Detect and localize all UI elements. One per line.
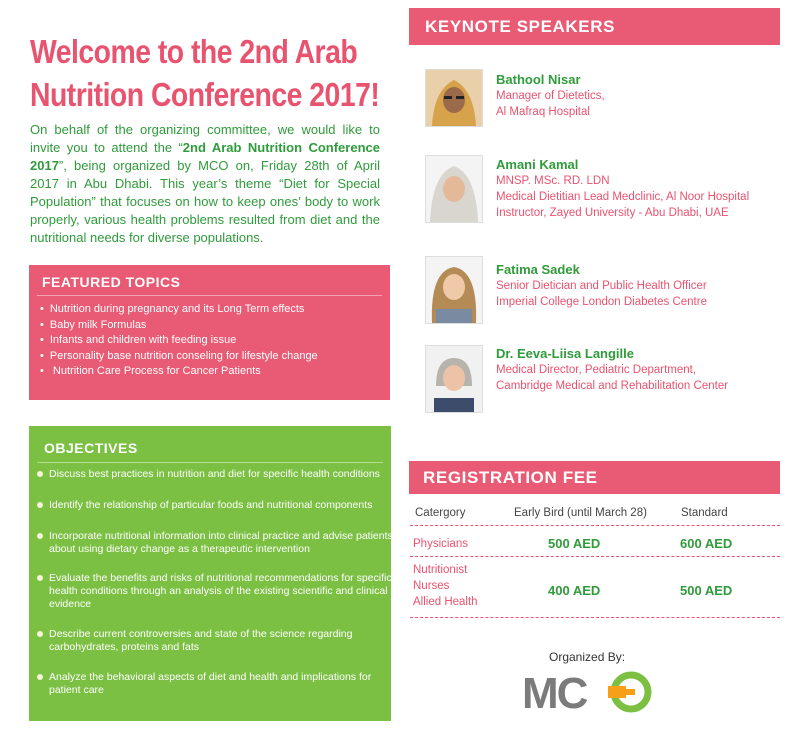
speaker-title: Medical Director, Pediatric Department,: [496, 364, 697, 376]
topic-item: • Baby milk Formulas: [40, 318, 318, 334]
speaker-title: Senior Dietician and Public Health Officer: [496, 280, 707, 292]
table-divider: [410, 556, 780, 557]
page-title: Welcome to the 2nd Arab Nutrition Conference 2017!: [30, 33, 380, 113]
category-cell: Nutritionist: [413, 564, 468, 576]
speaker-photo: [425, 69, 483, 127]
speaker-title: Al Mafraq Hospital: [496, 106, 590, 118]
table-divider: [410, 525, 780, 526]
registration-fee-header: REGISTRATION FEE: [409, 461, 780, 494]
speaker-photo: [425, 155, 483, 223]
avatar: [426, 346, 482, 412]
standard-price: 600 AED: [680, 536, 733, 551]
avatar: [426, 70, 482, 126]
objectives-header: OBJECTIVES: [44, 440, 138, 456]
intro-paragraph: [30, 121, 380, 247]
objectives-divider: [37, 462, 383, 463]
speaker-title: MNSP. MSc. RD. LDN: [496, 175, 610, 187]
intro-text-1: On behalf of the organizing committee, we would like to invite you to attend the “: [30, 122, 380, 155]
keynote-speakers-header: KEYNOTE SPEAKERS: [409, 8, 780, 45]
speaker-title: Instructor, Zayed University - Abu Dhabi, UAE: [496, 207, 729, 219]
featured-topics-panel: [29, 265, 390, 400]
bullet-icon: [37, 575, 43, 581]
column-header-standard: Standard: [681, 507, 728, 519]
column-header-early-bird: Early Bird (until March 28): [514, 507, 647, 519]
speaker-title: Medical Dietitian Lead Medclinic, Al Noor Hospital: [496, 191, 750, 203]
objective-item: Incorporate nutritional information into clinical practice and advise patients about using dietary change as a therapeutic intervention: [37, 530, 394, 556]
early-bird-price: 400 AED: [548, 583, 601, 598]
featured-topics-header: FEATURED TOPICS: [42, 274, 181, 290]
objective-item: Evaluate the benefits and risks of nutritional recommendations for specific health conditions through an analysis of the existing scientific and clinical evidence: [37, 572, 394, 611]
avatar: [426, 257, 482, 323]
bullet-icon: [37, 533, 43, 539]
speaker-title: Cambridge Medical and Rehabilitation Center: [496, 380, 729, 392]
svg-text:MC: MC: [522, 669, 587, 714]
topic-item: • Personality base nutrition conseling for lifestyle change: [40, 349, 318, 365]
category-cell: Physicians: [413, 538, 468, 550]
column-header-category: Catergory: [415, 507, 466, 519]
objectives-panel: [29, 426, 391, 721]
mco-logo: [520, 668, 656, 714]
objective-item: Identify the relationship of particular foods and nutritional components: [37, 499, 394, 512]
intro-text-2: ”, being organized by MCO on, Friday 28th of April 2017 in Abu Dhabi. This year’s theme “Diet for Special Population” that focuses on how to keep ones’ body to work properly, various health problems resulted from diet and the nutritional needs for diverse populations.: [30, 158, 380, 245]
topic-item: • Infants and children with feeding issue: [40, 333, 318, 349]
standard-price: 500 AED: [680, 583, 733, 598]
avatar: [426, 156, 482, 222]
objective-item: Describe current controversies and state of the science regarding carbohydrates, proteins and fats: [37, 628, 394, 654]
organized-by-label: Organized By:: [549, 650, 626, 664]
objective-item: Analyze the behavioral aspects of diet and health and implications for patient care: [37, 671, 394, 697]
category-cell: Nurses: [413, 580, 450, 592]
speaker-photo: [425, 345, 483, 413]
speaker-name: Dr. Eeva-Liisa Langille: [496, 346, 634, 361]
speaker-name: Bathool Nisar: [496, 72, 581, 87]
topic-item: • Nutrition Care Process for Cancer Patients: [40, 364, 318, 380]
category-cell: Allied Health: [413, 596, 478, 608]
table-divider: [410, 617, 780, 618]
speaker-name: Amani Kamal: [496, 157, 579, 172]
intro-conference-name: 2nd Arab Nutrition Conference 2017: [30, 140, 380, 173]
speaker-photo: [425, 256, 483, 324]
featured-topics-list: [40, 302, 318, 380]
featured-divider: [37, 295, 382, 296]
speaker-title: Imperial College London Diabetes Centre: [496, 296, 707, 308]
bullet-icon: [37, 674, 43, 680]
early-bird-price: 500 AED: [548, 536, 601, 551]
bullet-icon: [37, 631, 43, 637]
bullet-icon: [37, 471, 43, 477]
speaker-name: Fatima Sadek: [496, 262, 580, 277]
topic-item: • Nutrition during pregnancy and its Long Term effects: [40, 302, 318, 318]
objective-item: Discuss best practices in nutrition and diet for specific health conditions: [37, 468, 394, 481]
bullet-icon: [37, 502, 43, 508]
speaker-title: Manager of Dietetics,: [496, 90, 605, 102]
